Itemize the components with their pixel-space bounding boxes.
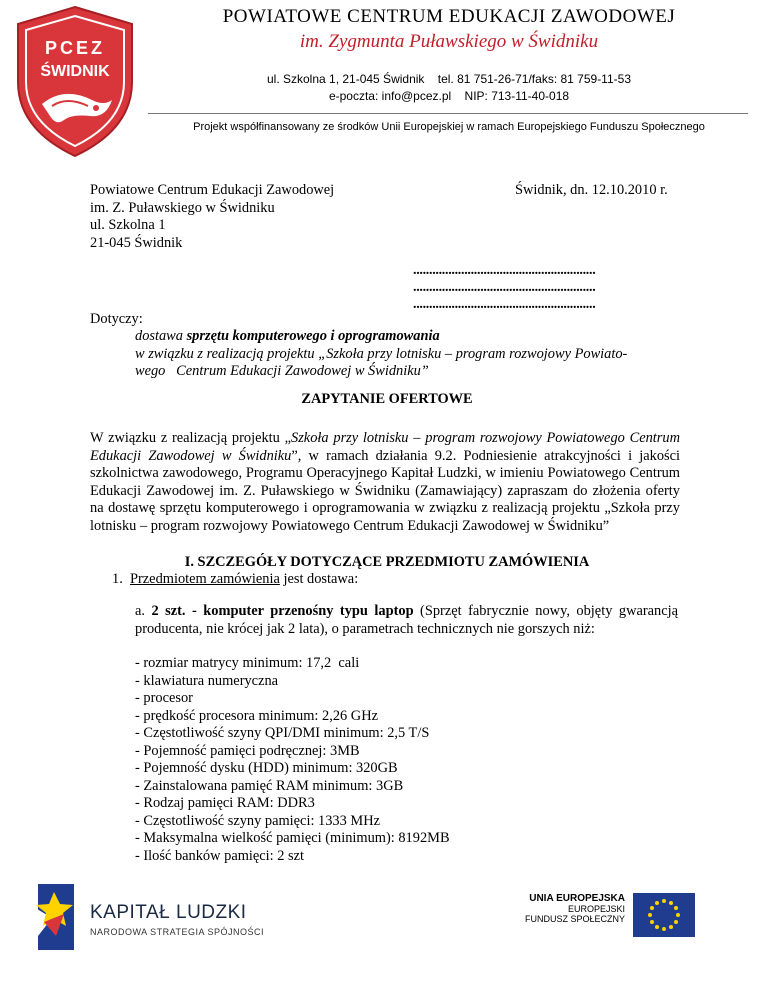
- item-a-bold: 2 szt. - komputer przenośny typu laptop: [151, 603, 414, 619]
- item-a-paragraph: [135, 603, 678, 638]
- kapital-ludzki-emblem-icon: [30, 878, 82, 956]
- recipient-placeholder: [413, 262, 595, 313]
- address-line-1: ul. Szkolna 1, 21-045 Świdnik tel. 81 751-26-71/faks: 81 759-11-53: [266, 72, 631, 86]
- spec-item: - Ilość banków pamięci: 2 szt: [135, 847, 305, 864]
- eu-title: UNIA EUROPEJSKA: [529, 893, 625, 904]
- list-item-1: [112, 571, 358, 589]
- sender-line-1: Powiatowe Centrum Edukacji Zawodowej: [90, 182, 335, 198]
- list-item-underlined: Przedmiotem zamówienia: [130, 571, 280, 587]
- spec-item: - procesor: [135, 690, 193, 706]
- spec-item: - Częstotliwość szyny QPI/DMI minimum: 2,5 T/S: [135, 725, 430, 741]
- subject-line1-pre: dostawa: [135, 328, 187, 344]
- eu-line-2: EUROPEJSKI: [567, 904, 625, 914]
- item-a-rest: (Sprzęt fabrycznie nowy, objęty gwarancją producenta, nie krócej jak 2 lata), o parametrach technicznych nie gorszych niż:: [135, 603, 678, 637]
- spec-item: - klawiatura numeryczna: [135, 672, 279, 689]
- pcez-logo: [12, 4, 138, 160]
- recipient-dots-line: .........................................................: [413, 263, 596, 278]
- intro-part2: ”, w ramach działania 9.2. Podniesienie atrakcyjności i jakości szkolnictwa zawodowego, Programu Operacyjnego Kapitał Ludzki, w imieniu Powiatowego Centrum Edukacji Zawodowej im. Z. Puławskiego w Świdniku (Zamawiający) zapraszam do złożenia oferty na dostawę sprzętu komputerowego i oprogramowania w związku z realizacją projektu „Szkoła przy lotnisku – program rozwojowy Powiatowego Centrum Edukacji Zawodowej w Świdniku”: [90, 447, 680, 534]
- eu-line-3: FUNDUSZ SPOŁECZNY: [525, 914, 626, 924]
- section-title: I. SZCZEGÓŁY DOTYCZĄCE PRZEDMIOTU ZAMÓWIENIA: [184, 554, 590, 570]
- document-title: ZAPYTANIE OFERTOWE: [301, 391, 473, 407]
- spec-item: - Rodzaj pamięci RAM: DDR3: [135, 795, 315, 811]
- address-line-2: e-poczta: info@pcez.pl NIP: 713-11-40-018: [328, 89, 570, 103]
- subject-line-3: wego Centrum Edukacji Zawodowej w Świdniku”: [135, 363, 429, 379]
- sender-line-4: 21-045 Świdnik: [90, 234, 183, 251]
- item-a-prefix: a.: [135, 603, 152, 619]
- document-date: Świdnik, dn. 12.10.2010 r.: [515, 182, 668, 198]
- kapital-ludzki-title: KAPITAŁ LUDZKI: [90, 902, 247, 923]
- recipient-dots-line: .........................................................: [413, 280, 596, 295]
- spec-item: - Maksymalna wielkość pamięci (minimum): 8192MB: [135, 830, 450, 846]
- spec-list: [135, 655, 450, 865]
- spec-item: - Pojemność pamięci podręcznej: 3MB: [135, 742, 360, 759]
- list-item-rest: jest dostawa:: [279, 571, 359, 587]
- intro-part1: W związku z realizacją projektu „: [90, 430, 292, 446]
- school-name: POWIATOWE CENTRUM EDUKACJI ZAWODOWEJ: [222, 6, 676, 27]
- spec-item: - Częstotliwość szyny pamięci: 1333 MHz: [135, 812, 380, 829]
- kapital-ludzki-logo: [30, 878, 290, 958]
- spec-item: - prędkość procesora minimum: 2,26 GHz: [135, 707, 378, 724]
- logo-text-pcez: PCEZ: [44, 38, 106, 58]
- subject-label: Dotyczy:: [90, 311, 143, 327]
- list-item-number: 1.: [112, 571, 123, 587]
- school-patron: im. Zygmunta Puławskiego w Świdniku: [299, 31, 599, 52]
- sender-line-2: im. Z. Puławskiego w Świdniku: [90, 199, 275, 216]
- spec-item: - rozmiar matrycy minimum: 17,2 cali: [135, 655, 360, 671]
- subject-line-2: w związku z realizacją projektu „Szkoła przy lotnisku – program rozwojowy Powiato-: [135, 345, 628, 362]
- logo-text-swidnik: ŚWIDNIK: [40, 63, 110, 80]
- intro-paragraph: [90, 430, 680, 535]
- spec-item: - Zainstalowana pamięć RAM minimum: 3GB: [135, 777, 404, 794]
- kapital-ludzki-subtitle: NARODOWA STRATEGIA SPÓJNOŚCI: [90, 927, 265, 937]
- subject-line1-bold: sprzętu komputerowego i oprogramowania: [186, 328, 440, 344]
- header-divider: [148, 113, 748, 114]
- recipient-dots-line: .........................................................: [413, 297, 596, 312]
- sender-line-3: ul. Szkolna 1: [90, 217, 166, 233]
- eu-logo: [525, 893, 695, 941]
- project-cofinancing-note: Projekt współfinansowany ze środków Unii Europejskiej w ramach Europejskiego Funduszu Społecznego: [193, 121, 705, 133]
- subject-body: [135, 328, 675, 381]
- sender-address: [90, 182, 334, 252]
- eu-flag-icon: [633, 893, 695, 937]
- intro-project-name: Szkoła przy lotnisku – program rozwojowy Powiatowego Centrum Edukacji Zawodowej w Świdniku: [90, 430, 680, 464]
- spec-item: - Pojemność dysku (HDD) minimum: 320GB: [135, 760, 398, 776]
